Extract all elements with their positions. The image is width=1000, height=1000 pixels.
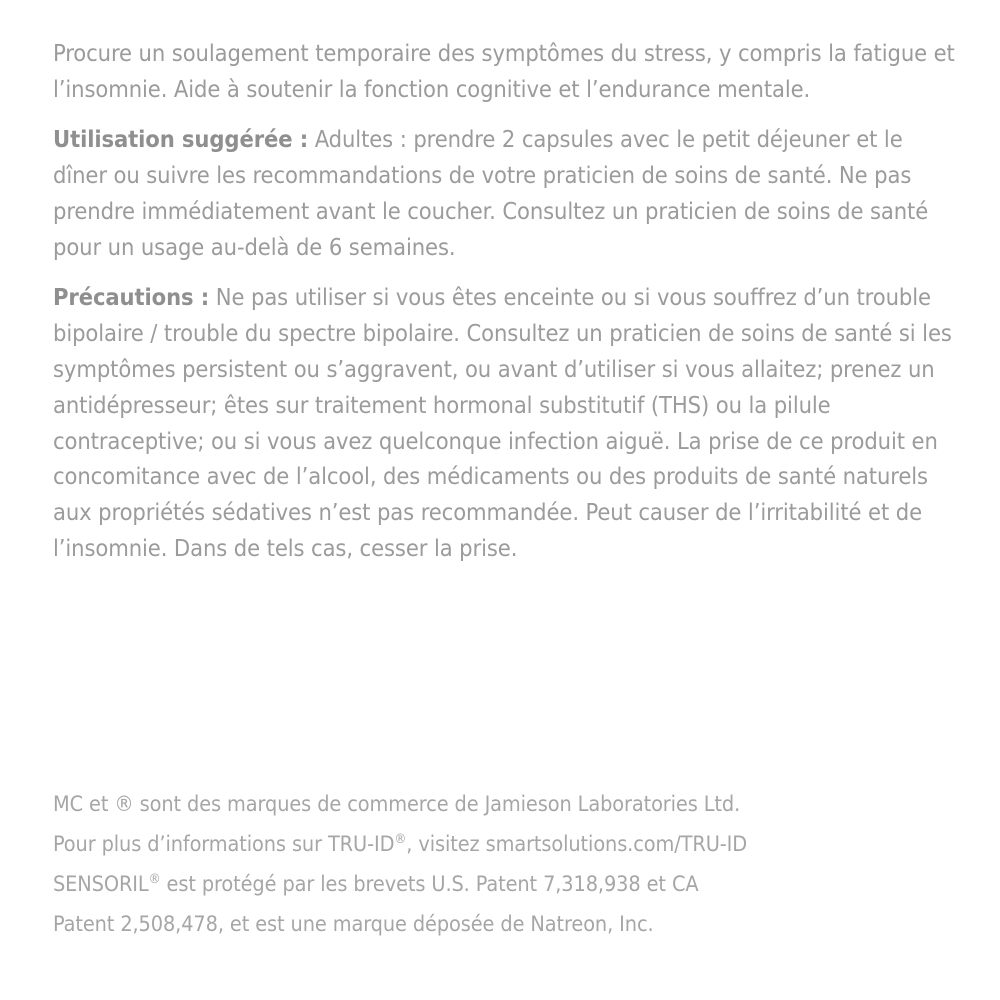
sensoril-brand-text: SENSORIL [53,872,149,898]
truid-text-after: , visitez smartsolutions.com/TRU-ID [406,832,748,858]
paragraph-benefits [53,36,958,108]
precautions-text: Ne pas utiliser si vous êtes enceinte ou si vous souffrez d’un trouble bipolaire / trouble du spectre bipolaire. Consultez un praticien de soins de santé si les symptômes persistent ou s’aggravent, ou avant d’utiliser si vous allaitez; prenez un antidépresseur; êtes sur traitement hormonal substitutif (THS) ou la pilule contraceptive; ou si vous avez quelconque infection aiguë. La prise de ce produit en concomitance avec de l’alcool, des médicaments ou des produits de santé naturels aux propriétés sédatives n’est pas recommandée. Peut causer de l’irritabilité et de l’insomnie. Dans de tels cas, cesser la prise. [53,282,952,563]
suggested-use-heading: Utilisation suggérée : [53,124,309,153]
footer-block [53,790,958,939]
truid-registered-mark: ® [394,831,407,847]
footer-truid-line [53,830,958,859]
suggested-use-text: Adultes : prendre 2 capsules avec le petit déjeuner et le dîner ou suivre les recommandations de votre praticien de soins de santé. Ne pas prendre immédiatement avant le coucher. Consultez un praticien de soins de santé pour un usage au-delà de 6 semaines. [53,124,929,261]
truid-text-before: Pour plus d’informations sur TRU-ID [53,832,395,858]
benefits-text: Procure un soulagement temporaire des symptômes du stress, y compris la fatigue et l’insomnie. Aide à soutenir la fonction cognitive et l’endurance mentale. [53,39,955,103]
paragraph-suggested-use [53,122,958,266]
footer-sensoril-line [53,870,958,899]
trademark-text: MC et ® sont des marques de commerce de Jamieson Laboratories Ltd. [53,792,741,817]
sensoril-text-after: est protégé par les brevets U.S. Patent 7,318,938 et CA [160,872,699,898]
body-text-block [53,36,958,567]
patent-text: Patent 2,508,478, et est une marque déposée de Natreon, Inc. [53,912,654,938]
paragraph-precautions [53,280,958,568]
precautions-heading: Précautions : [53,282,210,311]
sensoril-registered-mark: ® [148,871,161,887]
footer-patent-line [53,910,958,939]
footer-trademark-line [53,790,958,819]
